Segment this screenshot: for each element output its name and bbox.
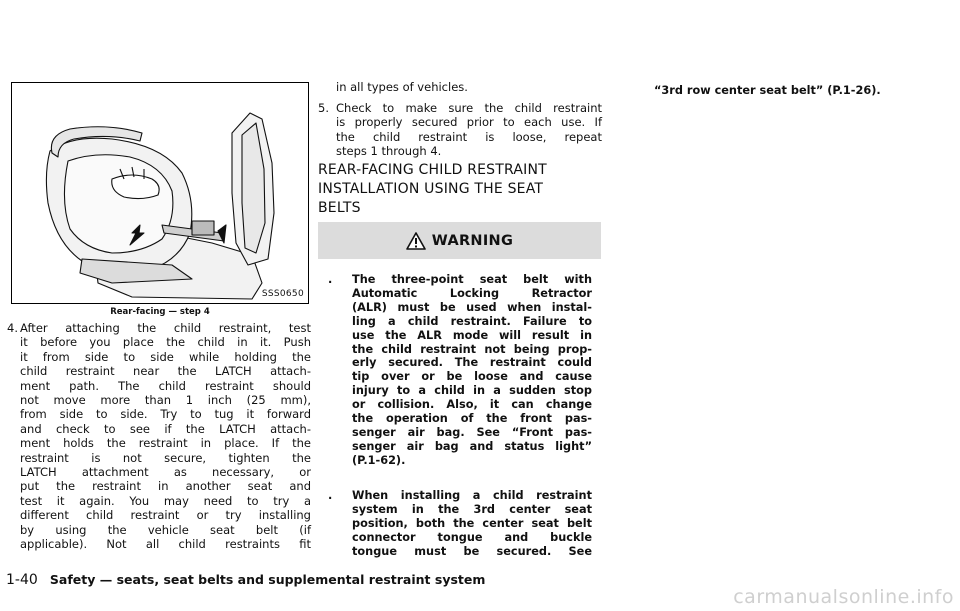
warning-bullet-2 [328,489,592,559]
section-heading-line: BELTS [318,200,361,216]
warning-line: connector tongue and buckle [352,530,592,544]
warning-line: tongue must be secured. See [352,544,592,558]
step-4-line: ment holds the restraint in place. If the [20,436,311,451]
section-heading-line: REAR-FACING CHILD RESTRAINT [318,162,547,178]
warning-line: position, both the center seat belt [352,516,592,530]
step-5-line: steps 1 through 4. [336,144,442,159]
warning-line: injury to a child in a sudden stop [352,384,592,398]
step-4-line: different child restraint or try installing [20,508,311,523]
page-number: 1-40 [6,572,38,588]
step-4-line: After attaching the child restraint, test [20,321,311,335]
step-4-line: not move more than 1 inch (25 mm), [20,393,311,408]
child-seat-illustration [12,83,310,305]
step-4-continuation-text: in all types of vehicles. [336,80,468,94]
step-5-number: 5. [318,101,329,115]
step-5-line: is properly secured prior to each use. If [336,115,602,130]
figure-rear-facing-step4 [11,82,309,304]
warning-line: senger air bag. See “Front pas- [352,425,592,439]
step-4-line: put the restraint in another seat and [20,479,311,494]
step-4-line: from side to side. Try to tug it forward [20,407,311,422]
step-4-line: applicable). Not all child restraints fit [20,537,311,552]
footer-section-title: Safety — seats, seat belts and supplemental restraint system [49,572,486,587]
warning-line: or collision. Also, it can change [352,398,592,412]
step-5-paragraph [318,101,602,159]
warning-line: Automatic Locking Retractor [352,286,592,300]
page-footer [6,572,485,588]
warning-line: use the ALR mode will result in [352,328,592,342]
section-heading [318,161,602,218]
figure-code: SSS0650 [261,289,304,299]
step-4-line: and check to see if the LATCH attach- [20,421,311,436]
warning-continuation: “3rd row center seat belt” (P.1-26). [654,84,881,97]
bullet-marker: . [328,489,333,502]
warning-line: tip over or be loose and cause [352,370,592,384]
step-4-line: restraint is not secure, tighten the [20,450,311,465]
warning-header [318,222,601,259]
step-4-line: LATCH attachment as necessary, or [20,465,311,480]
step-4-line: by using the vehicle seat belt (if [20,522,311,537]
warning-line: (P.1-62). [352,453,406,467]
warning-line: system in the 3rd center seat [352,502,592,516]
warning-triangle-icon [406,232,426,250]
figure-caption: Rear-facing — step 4 [110,307,210,317]
step-4-line: test it again. You may need to try a [20,493,311,508]
warning-body [318,259,601,556]
step-4-number: 4. [7,321,18,335]
warning-bullet-1 [328,273,592,468]
step-4-continuation [336,80,602,94]
step-4-line: it before you place the child in it. Push [20,335,311,350]
step-5-line: the child restraint is loose, repeat [336,129,602,144]
warning-title: WARNING [431,232,514,249]
step-4-line: it from side to side while holding the [20,349,311,364]
bullet-marker: . [328,273,333,286]
warning-line: When installing a child restraint [352,489,592,502]
step-4-paragraph [7,321,311,552]
warning-line: ling a child restraint. Failure to [352,314,592,328]
warning-line: erly secured. The restraint could [352,356,592,370]
warning-line: senger air bag and status light” [352,439,592,453]
warning-line: The three-point seat belt with [352,273,592,286]
step-5-line: Check to make sure the child restraint [336,101,602,115]
warning-line: the child restraint not being prop- [352,342,592,356]
watermark: carmanualsonline.info [733,586,954,608]
section-heading-line: INSTALLATION USING THE SEAT [318,181,544,197]
warning-line: (ALR) must be used when instal- [352,300,592,314]
step-4-line: child restraint near the LATCH attach- [20,364,311,379]
warning-line: the operation of the front pas- [352,412,592,426]
warning-box [318,222,601,556]
step-4-line: ment path. The child restraint should [20,378,311,393]
